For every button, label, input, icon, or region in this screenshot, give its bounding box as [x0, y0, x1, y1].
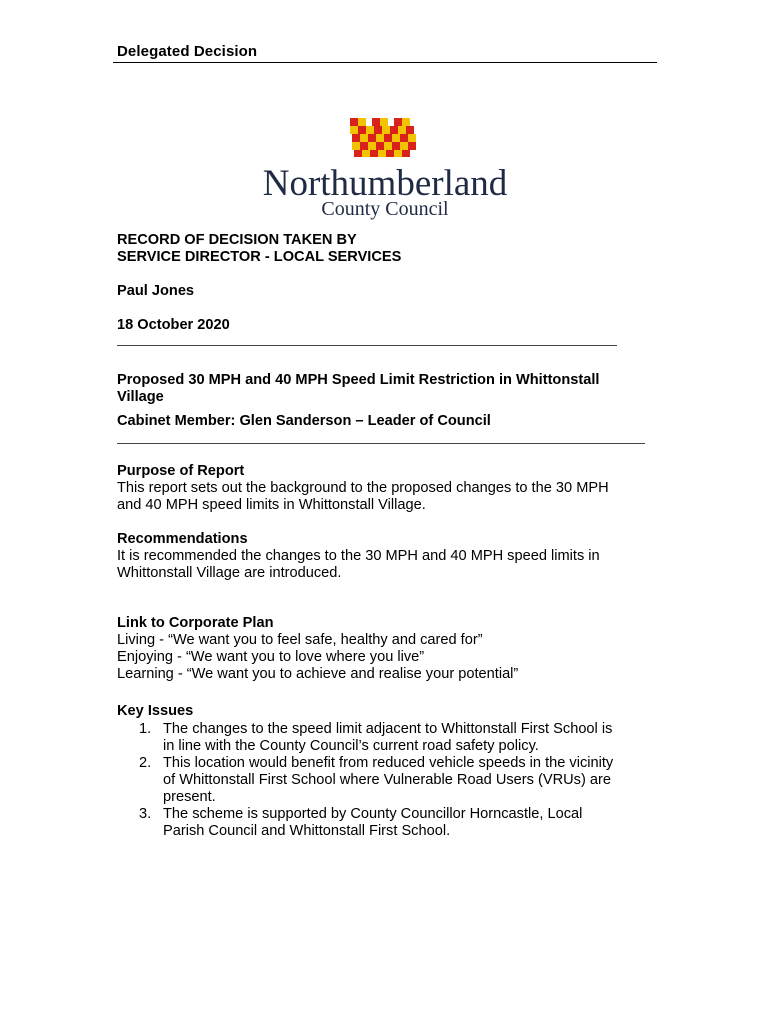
key-issue-number: 3.	[139, 806, 152, 822]
recommendations-text-line: Whittonstall Village are introduced.	[117, 565, 342, 581]
proposal-title	[117, 372, 647, 406]
corporate-plan-item: Learning - “We want you to achieve and realise your potential”	[117, 666, 519, 682]
corporate-plan-item: Living - “We want you to feel safe, healthy and cared for”	[117, 632, 483, 648]
key-issue-item	[117, 806, 647, 840]
key-issues-list	[117, 721, 647, 840]
council-crest-icon	[348, 116, 422, 162]
logo-title: Northumberland	[262, 163, 508, 204]
key-issue-number: 1.	[139, 721, 152, 737]
key-issue-text-line: in line with the County Council’s current road safety policy.	[163, 738, 539, 754]
purpose-text-line: and 40 MPH speed limits in Whittonstall Village.	[117, 497, 426, 513]
proposal-title-line: Village	[117, 389, 164, 405]
proposal-divider	[117, 443, 645, 444]
record-heading-line: SERVICE DIRECTOR - LOCAL SERVICES	[117, 249, 402, 265]
key-issue-item	[117, 755, 647, 806]
date-divider	[117, 345, 617, 346]
recommendations-heading: Recommendations	[117, 531, 248, 547]
record-heading	[117, 232, 647, 266]
corporate-plan-item: Enjoying - “We want you to love where you live”	[117, 649, 425, 665]
purpose-section	[117, 463, 647, 514]
key-issue-item	[117, 721, 647, 755]
key-issues-heading: Key Issues	[117, 703, 194, 719]
header-divider	[113, 62, 657, 63]
corporate-plan-heading: Link to Corporate Plan	[117, 615, 274, 631]
cabinet-member: Cabinet Member: Glen Sanderson – Leader of Council	[117, 413, 491, 429]
purpose-text-line: This report sets out the background to the proposed changes to the 30 MPH	[117, 480, 609, 496]
key-issue-text-line: of Whittonstall First School where Vulnerable Road Users (VRUs) are	[163, 772, 611, 788]
proposal-title-line: Proposed 30 MPH and 40 MPH Speed Limit Restriction in Whittonstall	[117, 372, 600, 388]
logo-subtitle: County Council	[321, 198, 449, 220]
key-issue-text-line: The changes to the speed limit adjacent to Whittonstall First School is	[163, 721, 613, 737]
document-header-label: Delegated Decision	[117, 43, 258, 60]
corporate-plan-section	[117, 615, 647, 683]
recommendations-text-line: It is recommended the changes to the 30 MPH and 40 MPH speed limits in	[117, 548, 600, 564]
record-heading-line: RECORD OF DECISION TAKEN BY	[117, 232, 357, 248]
key-issue-text-line: This location would benefit from reduced vehicle speeds in the vicinity	[163, 755, 614, 771]
purpose-heading: Purpose of Report	[117, 463, 245, 479]
key-issue-text-line: The scheme is supported by County Councillor Horncastle, Local	[163, 806, 583, 822]
key-issue-text-line: Parish Council and Whittonstall First School.	[163, 823, 451, 839]
decision-maker-name: Paul Jones	[117, 283, 195, 299]
recommendations-section	[117, 531, 647, 582]
key-issue-text-line: present.	[163, 789, 216, 805]
decision-date: 18 October 2020	[117, 317, 230, 333]
council-logo	[240, 116, 530, 224]
key-issue-number: 2.	[139, 755, 152, 771]
